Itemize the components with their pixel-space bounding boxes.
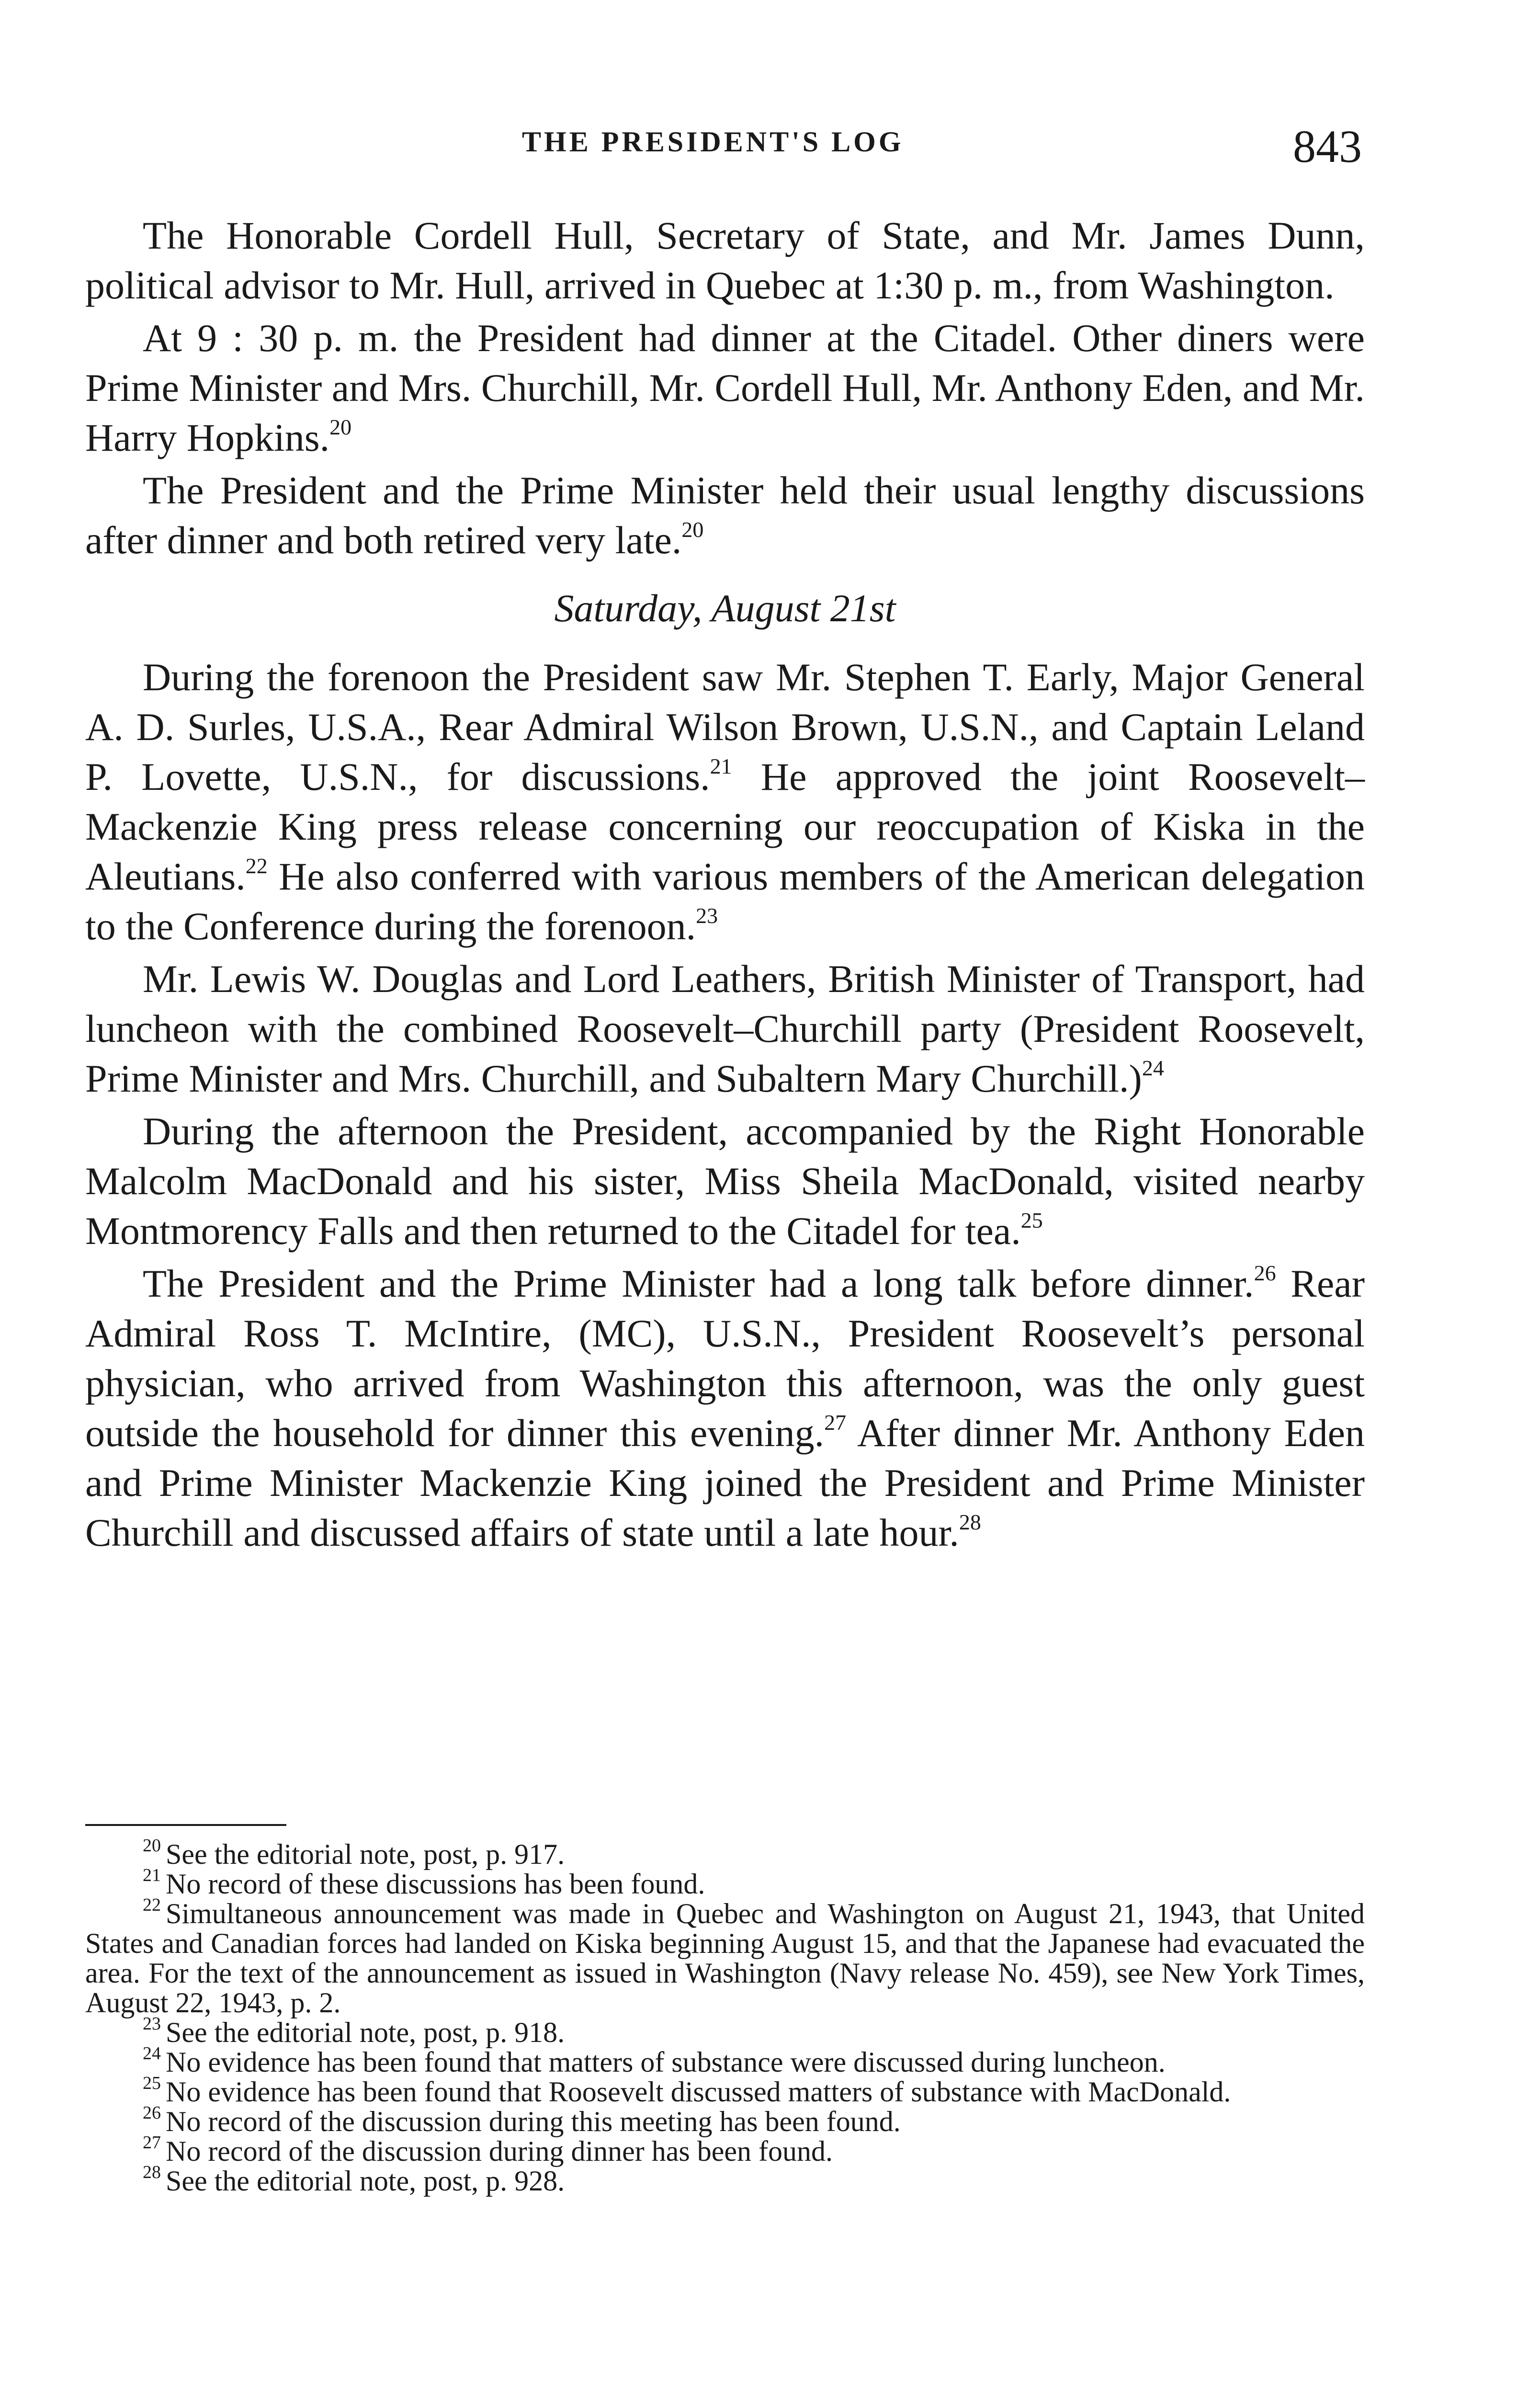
footnote-ref: 22 [245,854,268,878]
footnote-mark: 26 [143,2103,161,2123]
footnote-mark: 21 [143,1865,161,1885]
footnote-text: See the editorial note, post, p. 917. [166,1838,565,1870]
footnote-ref: 27 [824,1410,847,1435]
paragraph-luncheon [85,954,1365,1104]
paragraph-text: During the forenoon the President saw Mr. Stephen T. Early, Major General A. D. Surles, U.S.A., Rear Admiral Wilson Brown, U.S.N., and Captain Leland P. Lovette, U.S.N., for discussions. [85,655,1365,798]
footnote-text: See the editorial note, post, p. 928. [166,2165,565,2197]
footnote-text: No record of these discussions has been found. [166,1868,705,1900]
footnote-mark: 20 [143,1836,161,1856]
date-heading: Saturday, August 21st [554,586,896,630]
paragraph-dinner-citadel [85,313,1365,463]
running-head: THE PRESIDENT'S LOG [522,126,904,158]
paragraph-evening [85,1259,1365,1558]
footnote-text: No record of the discussion during dinner has been found. [166,2135,833,2167]
body-text [85,211,1365,1561]
footnote [85,1895,1365,2019]
paragraph-afternoon [85,1106,1365,1256]
paragraph-text: The Honorable Cordell Hull, Secretary of State, and Mr. James Dunn, political advisor to Mr. Hull, arrived in Quebec at 1:30 p. m., from Washington. [85,214,1365,307]
footnote-ref: 21 [710,754,732,778]
footnote [85,2073,1365,2108]
footnote-ref: 23 [696,903,718,928]
footnote-mark: 24 [143,2043,161,2064]
footnote-ref: 26 [1254,1261,1276,1285]
paragraph-text: The President and the Prime Minister held their usual lengthy discussions after dinner and both retired very late. [85,468,1365,562]
footnote-mark: 25 [143,2073,161,2093]
footnote-ref: 24 [1142,1056,1164,1080]
page-number: 843 [1293,121,1362,172]
paragraph-text: Mr. Lewis W. Douglas and Lord Leathers, British Minister of Transport, had luncheon with the combined Roosevelt–Churchill party (President Roosevelt, Prime Minister and Mrs. Churchill, and Subaltern Mary Churchill.) [85,957,1365,1100]
paragraph-text: After dinner Mr. Anthony Eden and Prime Minister Mackenzie King joined the President and Prime Minister Churchill and discussed affairs of state until a late hour. [85,1411,1365,1554]
footnote-ref: 20 [329,415,352,439]
footnote-ref: 25 [1020,1208,1043,1232]
paragraph-text: Rear Admiral Ross T. McIntire, (MC), U.S.N., President Roosevelt’s personal physician, who arrived from Washington this afternoon, was the only guest outside the household for dinner this evening. [85,1262,1365,1455]
footnote-divider [85,1824,286,1826]
footnote-text: No evidence has been found that matters of substance were discussed during luncheon. [166,2046,1166,2078]
footnote-ref: 20 [681,517,704,542]
footnote [85,2014,1365,2048]
footnotes [85,1836,1365,2197]
footnote-ref: 28 [959,1510,981,1534]
footnote [85,2103,1365,2137]
footnote-text: No evidence has been found that Roosevelt discussed matters of substance with MacDonald. [166,2076,1231,2108]
paragraph-discussions [85,466,1365,565]
footnote [85,1865,1365,1900]
footnote-text: Simultaneous announcement was made in Quebec and Washington on August 21, 1943, that United States and Canadian forces had landed on Kiska beginning August 15, and that the Japanese had evacuated the area. For the text of the announcement as issued in Washington (Navy release No. 459), see New York Times, August 22, 1943, p. 2. [85,1898,1365,2019]
footnote [85,2133,1365,2167]
footnote-text: No record of the discussion during this meeting has been found. [166,2106,901,2137]
footnote-mark: 23 [143,2014,161,2034]
footnote-mark: 22 [143,1895,161,1915]
paragraph-text: He also conferred with various members of the American delegation to the Conference during the forenoon. [85,855,1365,948]
paragraph-text: During the afternoon the President, accompanied by the Right Honorable Malcolm MacDonald and his sister, Miss Sheila MacDonald, visited nearby Montmorency Falls and then returned to the Citadel for tea. [85,1109,1365,1253]
paragraph-text: At 9 : 30 p. m. the President had dinner at the Citadel. Other diners were Prime Minister and Mrs. Churchill, Mr. Cordell Hull, Mr. Anthony Eden, and Mr. Harry Hopkins. [85,316,1365,459]
paragraph-text: The President and the Prime Minister had a long talk before dinner. [143,1262,1254,1305]
paragraph-text: He approved the joint Roosevelt–Mackenzie King press release concerning our reoccupation of Kiska in the Aleutians. [85,755,1365,898]
footnote-mark: 28 [143,2162,161,2182]
footnote [85,2043,1365,2078]
paragraph-hull-arrival [85,211,1365,310]
paragraph-forenoon [85,652,1365,951]
footnote [85,2162,1365,2197]
footnote [85,1836,1365,1870]
footnote-mark: 27 [143,2133,161,2153]
footnote-text: See the editorial note, post, p. 918. [166,2017,565,2048]
